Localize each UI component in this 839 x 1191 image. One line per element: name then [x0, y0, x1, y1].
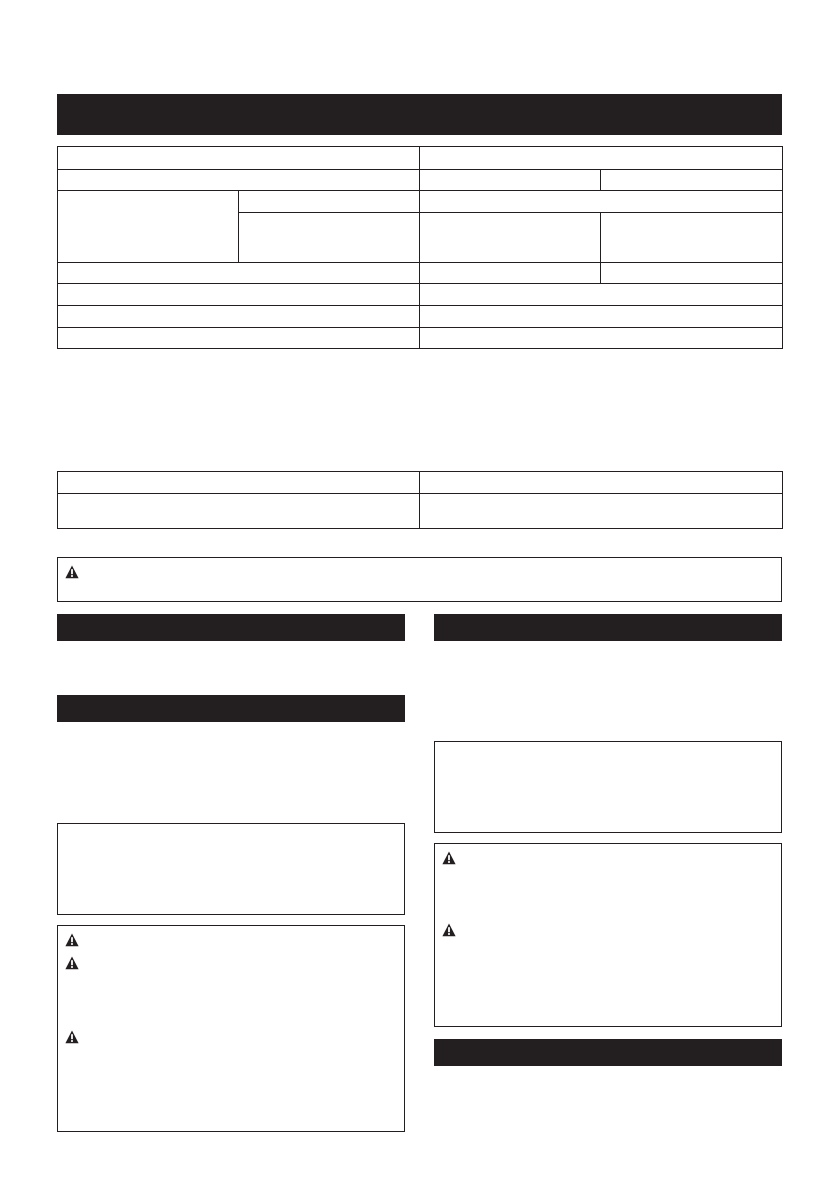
table-cell	[420, 494, 783, 529]
page-title	[57, 94, 782, 118]
right-section-heading-2	[434, 1039, 782, 1066]
table-cell	[420, 472, 783, 494]
spec-cell	[58, 328, 420, 349]
spec-cell	[420, 213, 601, 263]
spec-cell	[420, 284, 783, 306]
left-warning-box	[57, 925, 405, 1132]
warning-triangle-icon	[442, 851, 456, 865]
warning-triangle-icon	[65, 956, 79, 970]
spec-cell	[58, 147, 420, 170]
right-warning-box	[434, 843, 782, 1027]
right-section-heading-1	[434, 614, 782, 641]
spec-cell	[58, 170, 420, 191]
right-note-box	[434, 741, 782, 833]
spec-cell	[239, 213, 420, 263]
spec-cell	[58, 191, 239, 263]
spec-cell	[58, 284, 420, 306]
page-title-bar	[57, 94, 782, 135]
spec-cell	[420, 170, 601, 191]
specification-table	[57, 146, 783, 349]
spec-cell	[420, 306, 783, 328]
spec-cell	[239, 191, 420, 213]
spec-cell	[58, 306, 420, 328]
spec-cell	[420, 147, 783, 170]
table-cell	[58, 472, 420, 494]
spec-cell	[58, 263, 420, 284]
left-note-box	[57, 823, 405, 915]
spec-cell	[601, 170, 783, 191]
secondary-table	[57, 471, 783, 529]
warning-box	[57, 557, 782, 602]
spec-cell	[601, 213, 783, 263]
spec-cell	[601, 263, 783, 284]
warning-triangle-icon	[65, 933, 79, 947]
left-section-heading-2	[57, 695, 405, 722]
warning-triangle-icon	[442, 923, 456, 937]
warning-triangle-icon	[65, 565, 79, 579]
warning-triangle-icon	[65, 1030, 79, 1044]
table-cell	[58, 494, 420, 529]
left-section-heading-1	[57, 614, 405, 641]
spec-cell	[420, 191, 783, 213]
spec-cell	[420, 328, 783, 349]
spec-cell	[420, 263, 601, 284]
